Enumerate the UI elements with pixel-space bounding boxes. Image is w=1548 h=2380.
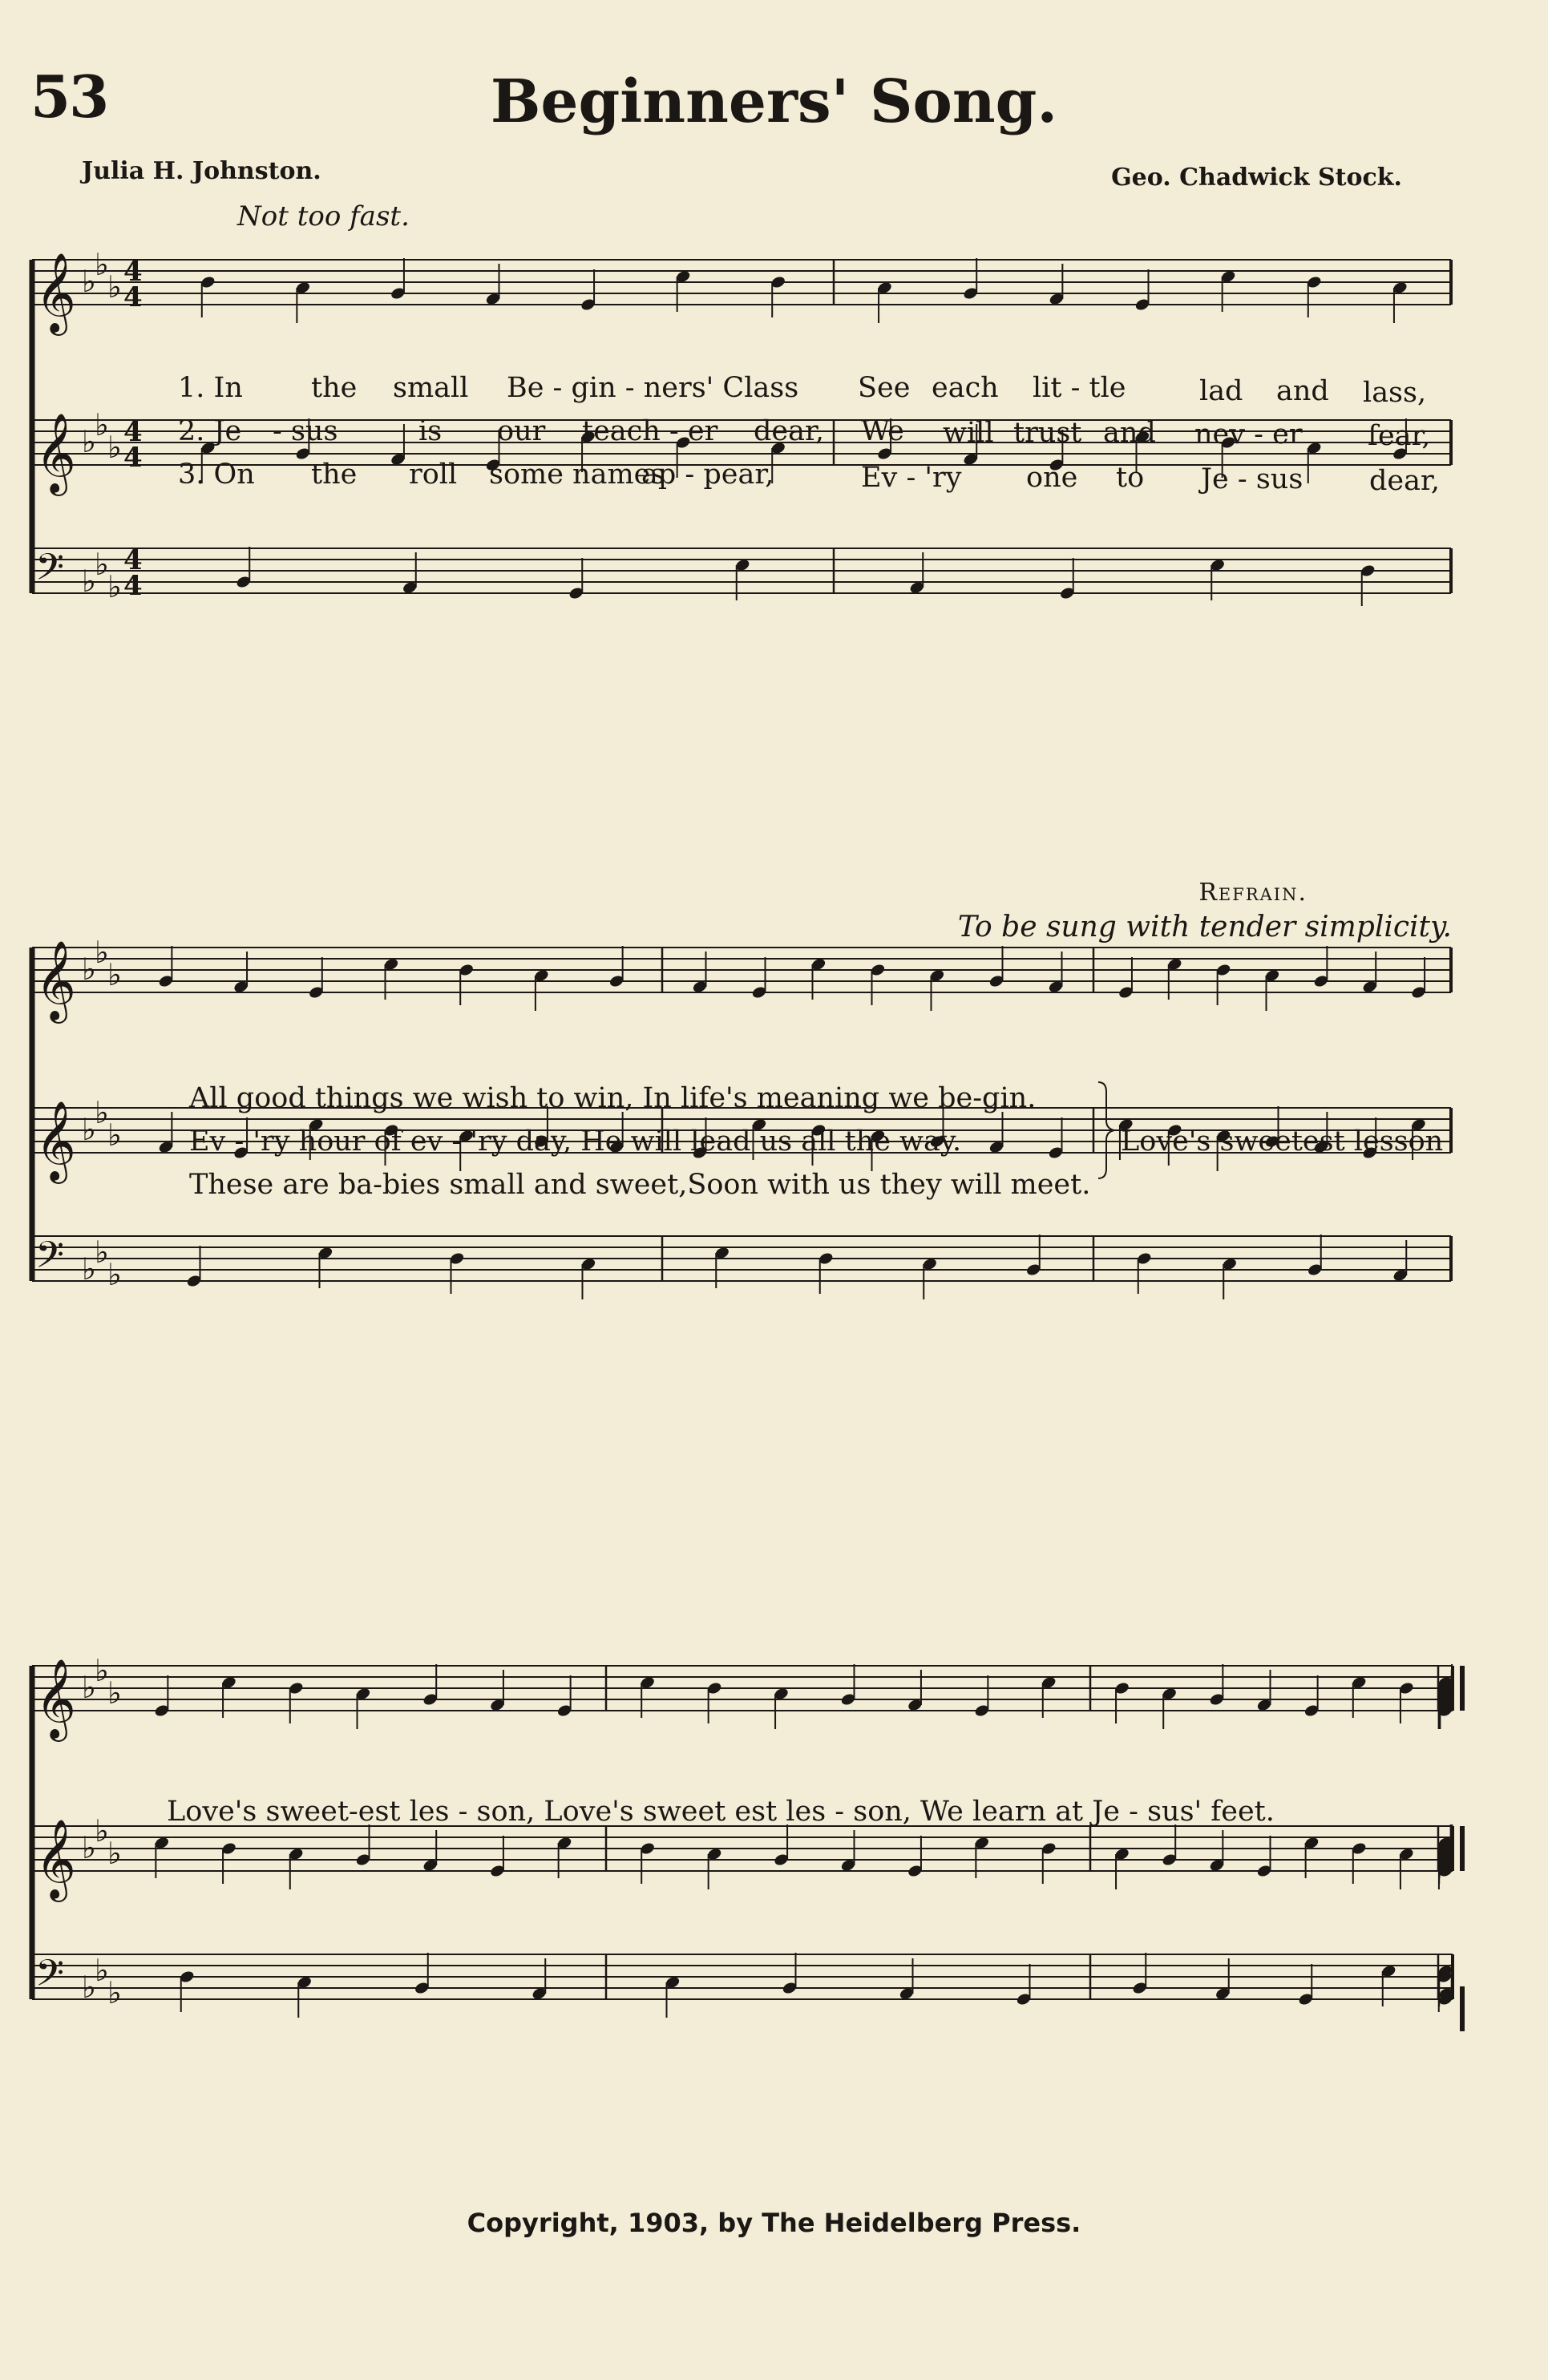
bass-clef: 𝄢 <box>35 1952 65 2004</box>
verse2-syllable: fear, <box>1368 420 1431 452</box>
treble-clef: 𝄞 <box>35 1101 76 1181</box>
refrain-final-lyrics: Love's sweet-est les - son, Love's sweet est les - son, We learn at Je - sus' feet. <box>167 1796 1275 1828</box>
verse2-syllable: and <box>1103 417 1156 449</box>
verse1-syllable: See <box>858 372 911 404</box>
verse3-syllable: ap - pear, <box>641 459 774 491</box>
page-number: 53 <box>30 63 108 131</box>
copyright-notice: Copyright, 1903, by The Heidelberg Press. <box>467 2208 1081 2238</box>
flat-sign: ♭ <box>82 1251 96 1287</box>
flat-sign: ♭ <box>107 569 122 604</box>
flat-sign: ♭ <box>82 264 96 299</box>
flat-sign: ♭ <box>82 564 96 599</box>
lyricist-credit: Julia H. Johnston. <box>82 157 321 185</box>
verse3-syllable: roll <box>409 459 458 491</box>
refrain-verse2-lyrics: Ev - 'ry hour of ev - 'ry day, He will lead us all the way. <box>189 1125 962 1158</box>
time-signature-top: 4 <box>123 544 143 576</box>
verse3-syllable: one <box>1026 462 1078 494</box>
flat-sign: ♭ <box>82 952 96 987</box>
verse1-syllable: and <box>1276 375 1329 407</box>
flat-sign: ♭ <box>82 1670 96 1705</box>
refrain-tempo-marking: To be sung with tender simplicity. <box>957 911 1452 944</box>
time-signature-bottom: 4 <box>123 281 143 313</box>
flat-sign: ♭ <box>107 1675 122 1711</box>
tempo-marking: Not too fast. <box>237 200 410 232</box>
flat-sign: ♭ <box>107 1975 122 2010</box>
flat-sign: ♭ <box>107 1117 122 1153</box>
composer-credit: Geo. Chadwick Stock. <box>1111 164 1402 192</box>
verse1-syllable: each <box>932 372 999 404</box>
flat-sign: ♭ <box>95 407 109 442</box>
refrain-verse1-lyrics: All good things we wish to win, In life's meaning we be-gin. <box>189 1082 1037 1114</box>
flat-sign: ♭ <box>82 424 96 459</box>
flat-sign: ♭ <box>95 547 109 582</box>
time-signature-top: 4 <box>123 256 143 288</box>
flat-sign: ♭ <box>82 1112 96 1147</box>
bass-clef: 𝄢 <box>35 546 65 598</box>
flat-sign: ♭ <box>95 1953 109 1988</box>
verse1-syllable: 1. In <box>178 372 243 404</box>
bass-clef: 𝄢 <box>35 1234 65 1286</box>
treble-clef: 𝄞 <box>35 413 76 493</box>
flat-sign: ♭ <box>107 269 122 305</box>
flat-sign: ♭ <box>95 1095 109 1130</box>
verse2-syllable: We <box>861 415 904 447</box>
treble-clef: 𝄞 <box>35 1659 76 1739</box>
verse2-syllable: teach - er <box>582 415 718 447</box>
verse2-syllable: is <box>418 415 443 447</box>
treble-clef: 𝄞 <box>35 1819 76 1899</box>
refrain-label: Refrain. <box>1198 879 1308 907</box>
flat-sign: ♭ <box>107 1836 122 1871</box>
flat-sign: ♭ <box>107 1257 122 1292</box>
verse3-syllable: some names <box>489 459 665 491</box>
treble-clef: 𝄞 <box>35 253 76 333</box>
verse3-syllable: 3. On <box>178 459 255 491</box>
flat-sign: ♭ <box>107 430 122 465</box>
flat-sign: ♭ <box>95 935 109 970</box>
verse3-syllable: to <box>1116 462 1145 494</box>
verse3-syllable: Ev - 'ry <box>861 462 962 494</box>
verse3-syllable: the <box>311 459 358 491</box>
treble-clef: 𝄞 <box>35 940 76 1020</box>
verse3-syllable: dear, <box>1369 465 1440 497</box>
verse1-syllable: lit - tle <box>1033 372 1126 404</box>
time-signature-top: 4 <box>123 416 143 448</box>
flat-sign: ♭ <box>95 1234 109 1270</box>
flat-sign: ♭ <box>95 1653 109 1688</box>
refrain-shared-lyrics: Love's sweetest lesson <box>1121 1125 1444 1158</box>
verse2-syllable: nev - er <box>1194 418 1303 451</box>
verse1-syllable: the <box>311 372 358 404</box>
verse2-syllable: our <box>497 415 546 447</box>
verse2-syllable: dear, <box>754 415 824 447</box>
refrain-verse3-lyrics: These are ba-bies small and sweet,Soon with us they will meet. <box>189 1169 1091 1201</box>
time-signature-bottom: 4 <box>123 570 143 602</box>
verse1-syllable: lad <box>1199 375 1243 407</box>
flat-sign: ♭ <box>95 247 109 282</box>
song-title: Beginners' Song. <box>490 67 1058 136</box>
flat-sign: ♭ <box>82 1830 96 1865</box>
time-signature-bottom: 4 <box>123 442 143 474</box>
flat-sign: ♭ <box>107 957 122 992</box>
verse2-syllable: - sus <box>273 415 338 447</box>
flat-sign: ♭ <box>82 1970 96 2005</box>
verse1-syllable: Be - gin - ners' Class <box>507 372 799 404</box>
flat-sign: ♭ <box>95 1813 109 1849</box>
verse2-syllable: 2. Je <box>178 415 242 447</box>
verse2-syllable: trust <box>1013 417 1082 449</box>
verse1-syllable: lass, <box>1363 377 1427 409</box>
verse3-syllable: Je - sus <box>1201 463 1303 495</box>
verse1-syllable: small <box>393 372 469 404</box>
verse2-syllable: will <box>943 417 994 449</box>
